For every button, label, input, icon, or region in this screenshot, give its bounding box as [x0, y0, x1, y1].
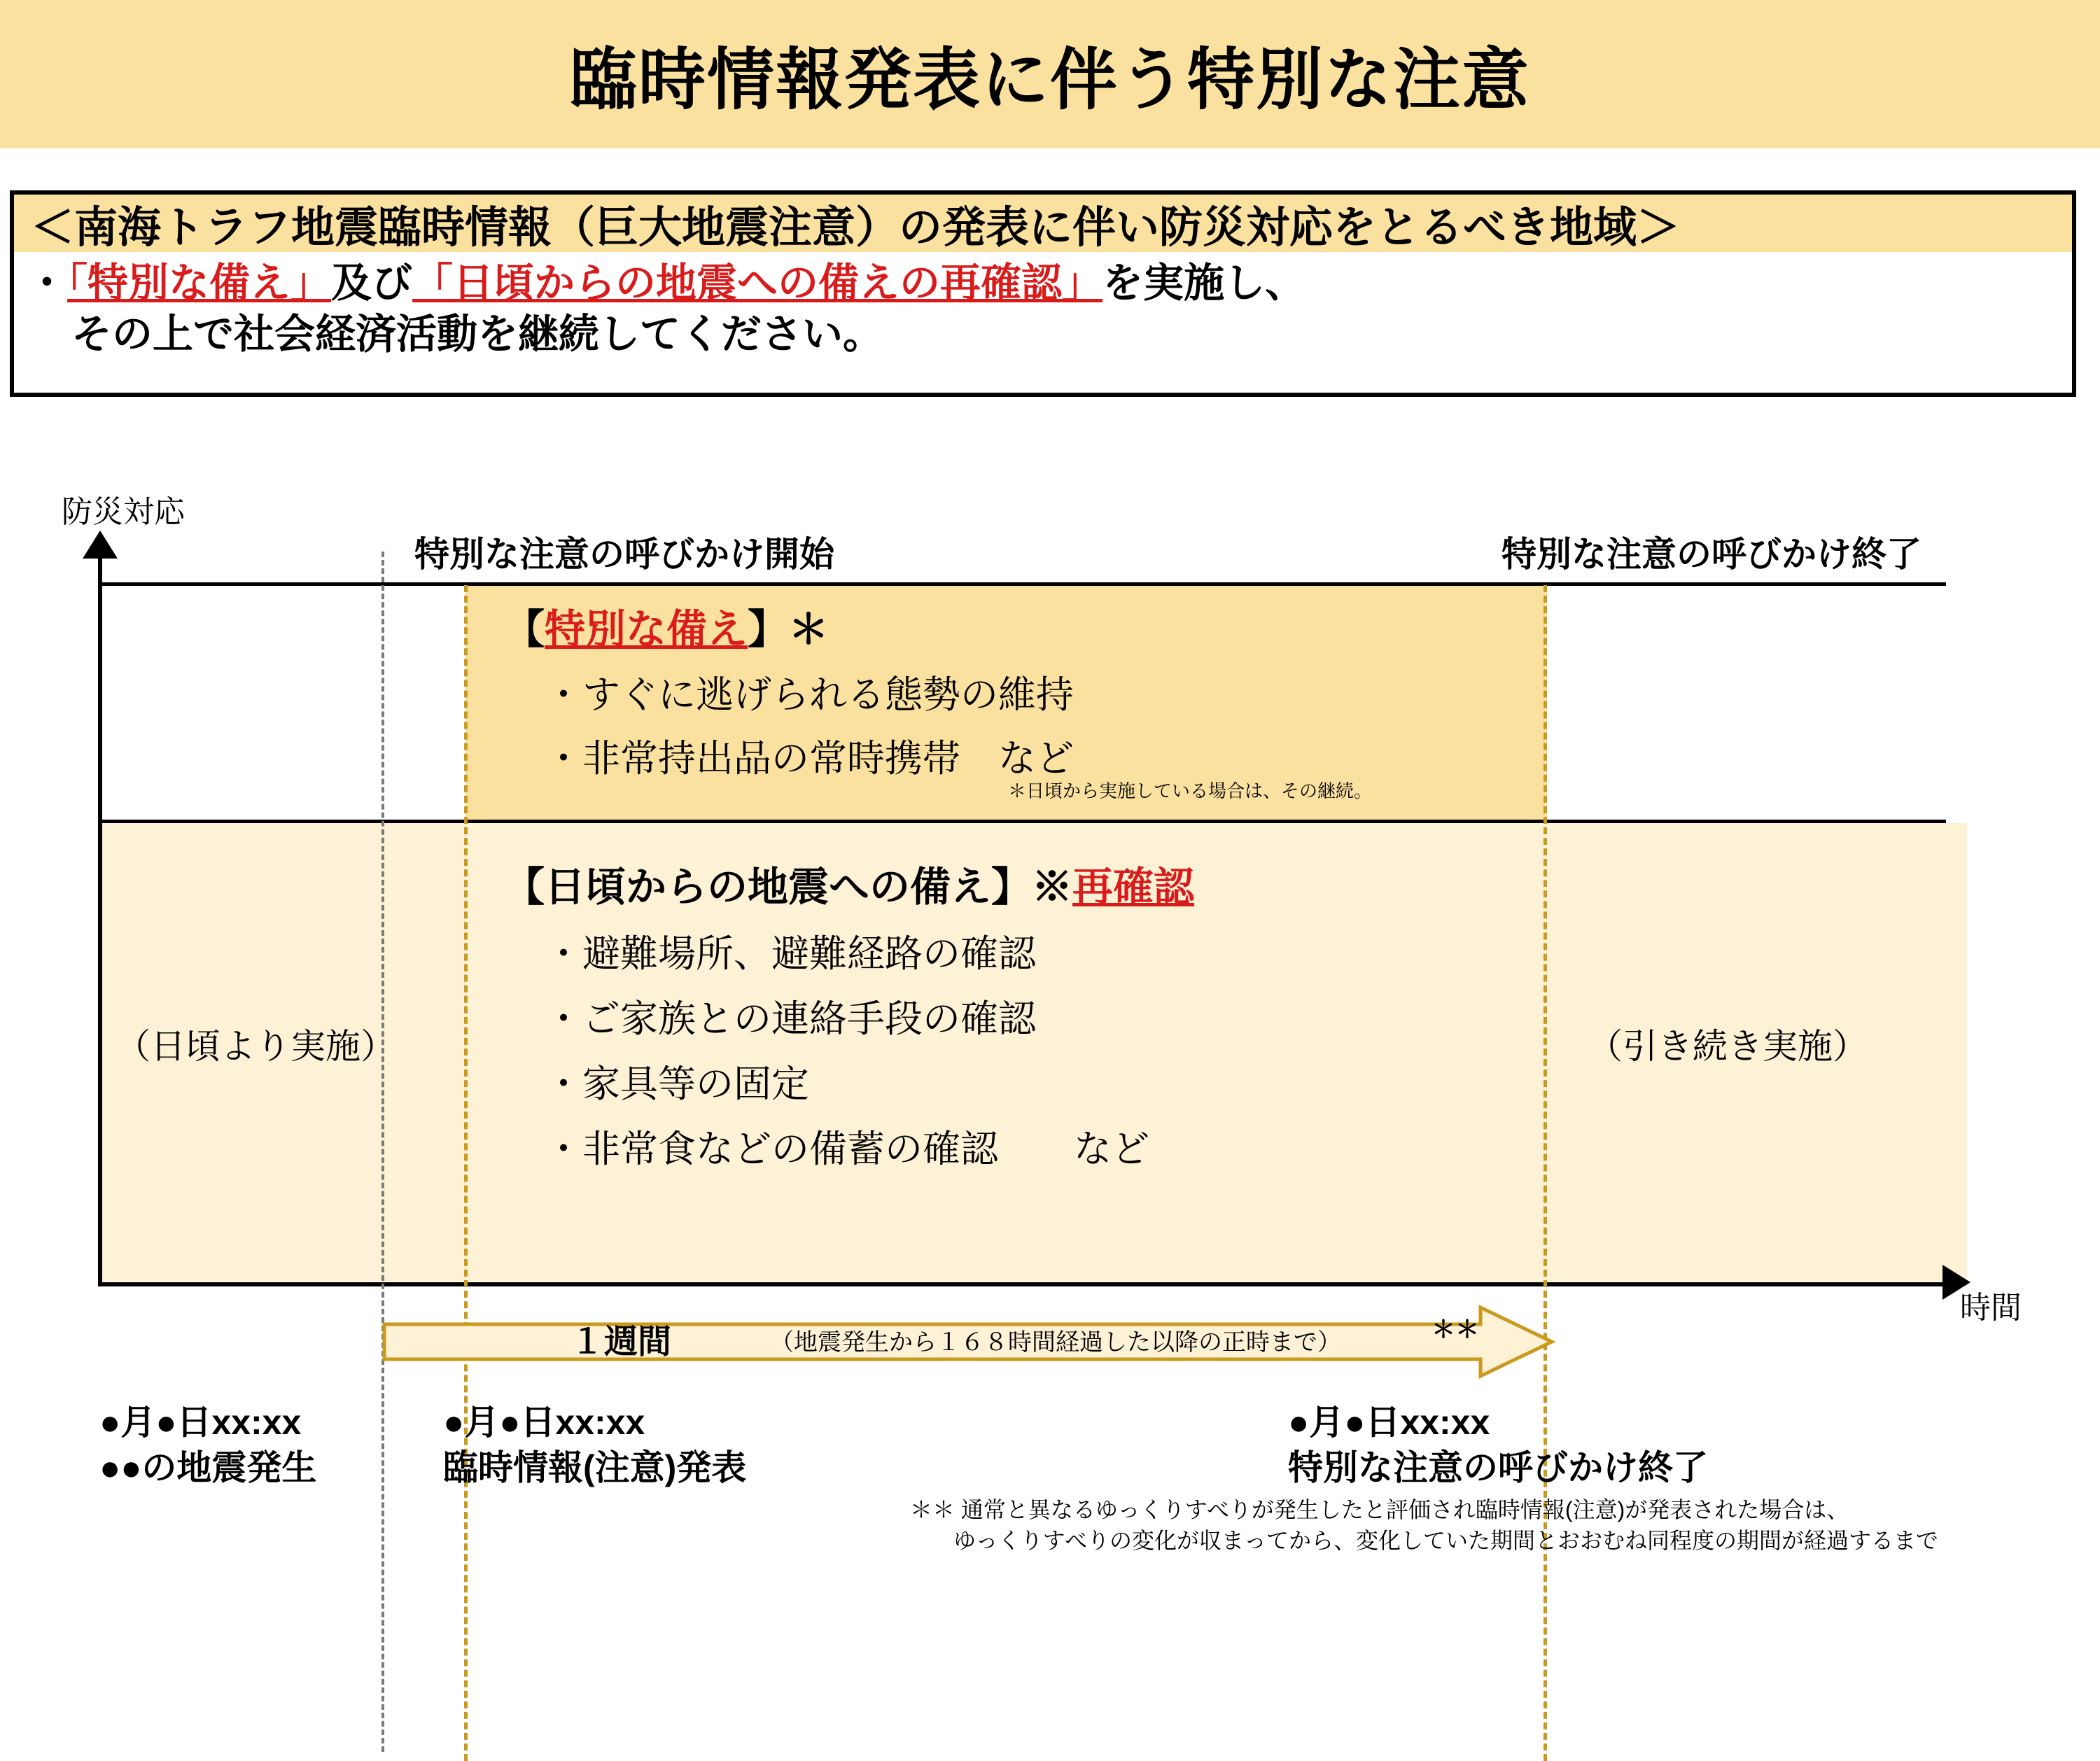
special-preparedness-block [504, 596, 1554, 783]
earthquake-time-marker [382, 552, 384, 1752]
one-week-sublabel: （地震発生から１６８時間経過した以降の正時まで） [770, 1329, 1341, 1356]
special-title-keyword: 特別な備え [545, 607, 748, 652]
daily-title-keyword: 再確認 [1072, 864, 1195, 910]
timestamp-earthquake [99, 1400, 316, 1491]
notice-heading-bar [14, 195, 2072, 252]
notice-line2-text: その上で社会経済活動を継続してください。 [71, 311, 884, 358]
diagram-footnote [910, 1494, 1938, 1556]
timeline-diagram [0, 420, 2100, 1575]
notice-box [10, 190, 2076, 397]
special-preparedness-footnote: ＊日頃から実施している場合は、その継続。 [1008, 780, 1373, 801]
timestamp-alert-issued [443, 1400, 746, 1491]
y-axis-label: 防災対応 [62, 495, 185, 529]
timestamp-time: ●月●日xx:xx [1288, 1403, 1490, 1442]
alert-start-marker [464, 585, 468, 1761]
timestamp-desc: 特別な注意の呼びかけ終了 [1288, 1448, 1708, 1487]
one-week-label: １週間 [570, 1324, 672, 1361]
special-item: ・非常持出品の常時携帯 など [545, 738, 1074, 780]
chart-mid-rule [98, 820, 1946, 823]
special-title-close: 】＊ [748, 607, 830, 652]
notice-term-daily: 「日頃からの地震への備えの再確認」 [412, 260, 1103, 306]
notice-body [14, 252, 2072, 360]
y-axis-line [98, 552, 102, 1286]
daily-item: ・非常食などの備蓄の確認 など [545, 1128, 1149, 1170]
one-week-arrow [382, 1303, 1558, 1380]
daily-item: ・家具等の固定 [545, 1063, 809, 1105]
left-period-note: （日頃より実施） [115, 1027, 396, 1066]
daily-item: ・避難場所、避難経路の確認 [545, 933, 1036, 975]
right-period-note: （引き続き実施） [1588, 1027, 1868, 1066]
special-title-open: 【 [504, 607, 545, 652]
timestamp-time: ●月●日xx:xx [99, 1403, 302, 1442]
timestamp-desc: 臨時情報(注意)発表 [443, 1448, 747, 1487]
notice-line-1 [27, 258, 2072, 309]
callout-alert-start: 特別な注意の呼びかけ開始 [414, 535, 834, 574]
x-axis-line [98, 1282, 1946, 1286]
special-item: ・すぐに逃げられる態勢の維持 [545, 674, 1074, 716]
timestamp-alert-ended [1288, 1400, 1708, 1491]
x-axis-arrow-icon [1942, 1265, 1970, 1300]
notice-line-2 [27, 309, 2072, 360]
daily-item: ・ご家族との連絡手段の確認 [545, 998, 1036, 1040]
x-axis-label: 時間 [1960, 1291, 2022, 1325]
chart-top-rule [98, 582, 1946, 586]
notice-bullet: ・ [27, 260, 68, 306]
footnote-line-2: ゆっくりすべりの変化が収まってから、変化していた期間とおおむね同程度の期間が経過するまで [953, 1528, 1939, 1554]
daily-title-main: 【日頃からの地震への備え】※ [504, 864, 1073, 910]
daily-preparedness-title [504, 854, 1568, 913]
notice-line1-tail: を実施し、 [1102, 260, 1306, 306]
timestamp-time: ●月●日xx:xx [443, 1403, 645, 1442]
callout-alert-end: 特別な注意の呼びかけ終了 [1502, 535, 1921, 574]
timestamp-desc: ●●の地震発生 [99, 1448, 317, 1487]
notice-term-special: 「特別な備え」 [67, 260, 332, 306]
page-title: 臨時情報発表に伴う特別な注意 [570, 42, 1530, 118]
one-week-footnote-marker: ＊＊ [1432, 1317, 1479, 1343]
notice-conj: 及び [331, 260, 413, 306]
special-preparedness-title [504, 596, 1554, 655]
footnote-line-1: ＊＊ 通常と異なるゆっくりすべりが発生したと評価され臨時情報(注意)が発表された場合は、 [910, 1497, 1849, 1522]
notice-heading: ＜南海トラフ地震臨時情報（巨大地震注意）の発表に伴い防災対応をとるべき地域＞ [31, 203, 1681, 252]
title-banner [0, 0, 2100, 148]
daily-preparedness-block [504, 854, 1568, 1173]
